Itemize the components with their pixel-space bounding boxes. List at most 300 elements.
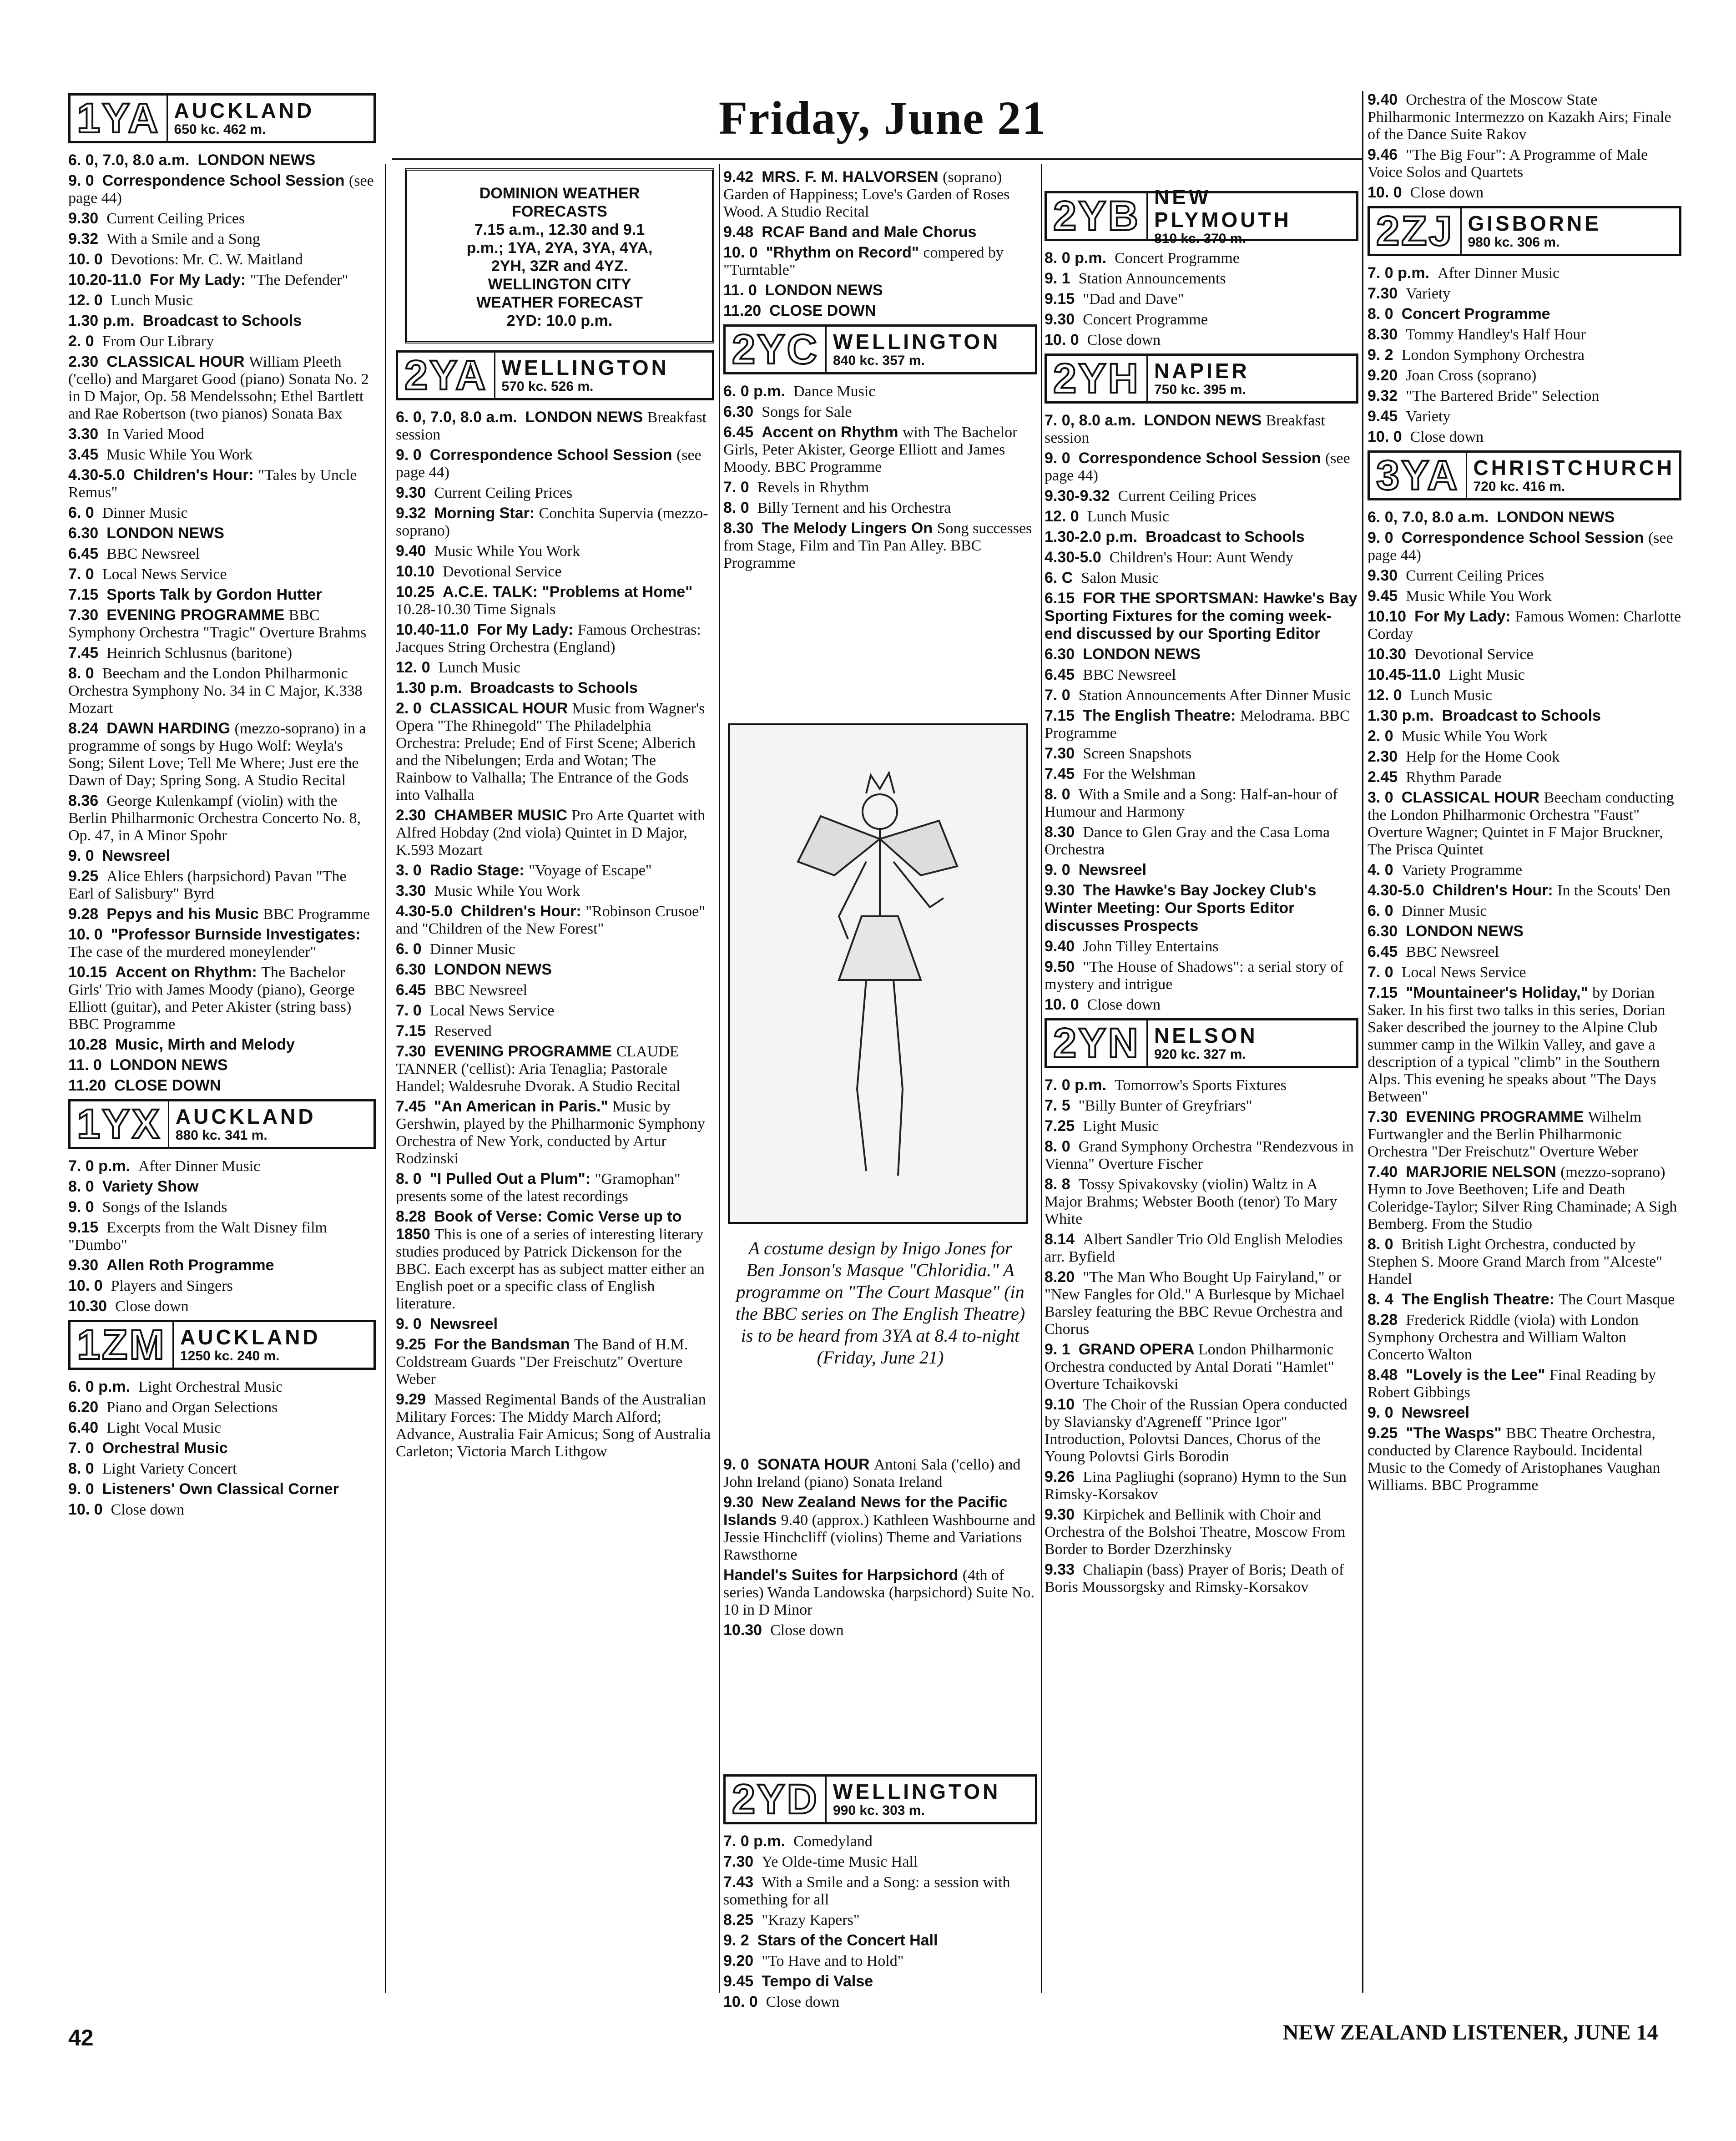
entry-time: 1.30-2.0 p.m. bbox=[1045, 528, 1138, 545]
entry-time: 8.28 bbox=[1368, 1311, 1398, 1328]
programme-entry bbox=[1368, 1311, 1681, 1363]
programme-entry bbox=[723, 1456, 1037, 1491]
station-header bbox=[68, 1099, 376, 1149]
programme-entry bbox=[1368, 1108, 1681, 1161]
programme-entry bbox=[396, 1022, 714, 1040]
station-2zj bbox=[1368, 91, 1681, 446]
programme-entry bbox=[68, 172, 376, 207]
station-city: NEW PLYMOUTH bbox=[1154, 185, 1292, 232]
entry-time: 6. 0 bbox=[68, 504, 94, 521]
entry-description: (see page 44) bbox=[396, 447, 701, 481]
entry-description: Ye Olde-time Music Hall bbox=[762, 1853, 918, 1870]
programme-entry bbox=[68, 1077, 376, 1095]
weather-line: FORECASTS bbox=[512, 203, 607, 220]
programme-entry bbox=[68, 251, 376, 268]
entry-description: Chaliapin (bass) Prayer of Boris; Death of Boris Moussorgsky and Rimsky-Korsakov bbox=[1045, 1561, 1344, 1596]
programme-entry bbox=[1045, 1231, 1358, 1266]
entry-description: Comedyland bbox=[793, 1833, 873, 1850]
entry-description: Station Announcements After Dinner Music bbox=[1078, 687, 1351, 704]
station-2ya bbox=[396, 350, 714, 1460]
entry-title: EVENING PROGRAMME bbox=[434, 1043, 616, 1060]
column-5 bbox=[1368, 91, 1681, 1497]
entry-time: 9.45 bbox=[1368, 408, 1398, 425]
entry-description: With a Smile and a Song bbox=[106, 231, 260, 247]
entry-description: (see page 44) bbox=[1368, 530, 1673, 564]
programme-entry bbox=[1045, 487, 1358, 505]
station-info bbox=[1146, 1020, 1356, 1066]
entry-title: "The Wasps" bbox=[1406, 1424, 1506, 1442]
station-1zm bbox=[68, 1320, 376, 1519]
entry-description: Salon Music bbox=[1081, 570, 1159, 586]
entry-title: DAWN HARDING bbox=[106, 720, 235, 737]
entry-description: "Dad and Dave" bbox=[1083, 291, 1184, 308]
entry-time: 8.20 bbox=[1045, 1268, 1075, 1286]
entry-title: CLASSICAL HOUR bbox=[1401, 789, 1544, 806]
programme-entry bbox=[723, 1911, 1037, 1929]
programme-entry bbox=[68, 1419, 376, 1437]
entry-time: 9.48 bbox=[723, 223, 754, 241]
entry-description: Current Ceiling Prices bbox=[1406, 567, 1544, 584]
entry-time: 8. 0 bbox=[68, 665, 94, 682]
entry-description: Alice Ehlers (harpsichord) Pavan "The Earl of Salisbury" Byrd bbox=[68, 868, 347, 902]
entry-description: "The Bartered Bride" Selection bbox=[1406, 388, 1600, 404]
entry-description: Current Ceiling Prices bbox=[106, 210, 245, 227]
programme-entry bbox=[68, 230, 376, 248]
entry-description: From Our Library bbox=[102, 333, 214, 350]
entry-description: Dinner Music bbox=[1401, 903, 1487, 919]
entry-time: 9. 0 bbox=[68, 1198, 94, 1216]
station-city: AUCKLAND bbox=[180, 1325, 321, 1349]
entry-description: Lunch Music bbox=[111, 292, 193, 309]
entry-description: Tossy Spivakovsky (violin) Waltz in A Major Brahms; Webster Booth (tenor) To Mary White bbox=[1045, 1176, 1337, 1227]
entry-description: Piano and Organ Selections bbox=[106, 1399, 278, 1416]
entry-description: John Tilley Entertains bbox=[1083, 938, 1219, 955]
entry-time: 8.28 bbox=[396, 1208, 426, 1225]
entry-time: 9.30 bbox=[1368, 567, 1398, 584]
entry-description: Beecham conducting the London Philharmonic Orchestra "Faust" Overture Wagner; Quintet in F Major Bruckner, The Prisca Quintet bbox=[1368, 789, 1674, 858]
entry-description: Music by Gershwin, played by the Philharmonic Symphony Orchestra of New York, conducted by Artur Rodzinski bbox=[396, 1098, 705, 1167]
entry-time: 9.30 bbox=[723, 1494, 754, 1511]
programme-entry bbox=[1045, 666, 1358, 684]
entry-description: "Gramophan" presents some of the latest recordings bbox=[396, 1171, 681, 1205]
entry-title: CLASSICAL HOUR bbox=[429, 700, 572, 717]
programme-entry bbox=[68, 644, 376, 662]
entry-title: LONDON NEWS bbox=[1083, 646, 1201, 663]
entry-time: 10. 0 bbox=[1368, 184, 1402, 201]
entry-description: Excerpts from the Walt Disney film "Dumbo" bbox=[68, 1219, 327, 1253]
entry-time: 6. C bbox=[1045, 569, 1073, 586]
programme-entry bbox=[1368, 666, 1681, 684]
programme-entry bbox=[1368, 346, 1681, 364]
entry-time: 9. 0 bbox=[396, 1315, 422, 1333]
entry-time: 7. 0 p.m. bbox=[1045, 1076, 1107, 1094]
entry-description: with The Bachelor Girls, Peter Akister, George Elliott and James Moody. BBC Programme bbox=[723, 424, 1018, 475]
entry-time: 10.40-11.0 bbox=[396, 621, 469, 638]
station-header bbox=[1368, 206, 1681, 256]
programme-entry bbox=[68, 1056, 376, 1074]
programme-entry bbox=[396, 700, 714, 804]
entry-time: 7. 0 p.m. bbox=[1368, 264, 1430, 282]
programme-entry bbox=[1045, 1341, 1358, 1393]
programme-entry bbox=[723, 223, 1037, 241]
entry-time: 10.25 bbox=[396, 583, 435, 601]
entry-time: 10.15 bbox=[68, 964, 107, 981]
entry-time: 11.20 bbox=[68, 1077, 106, 1094]
programme-entry bbox=[723, 1494, 1037, 1564]
programme-entry bbox=[1368, 1404, 1681, 1422]
entry-time: 8. 0 p.m. bbox=[1045, 249, 1107, 267]
entry-title: Correspondence School Session bbox=[1401, 529, 1648, 546]
entry-time: 6. 0, 7.0, 8.0 a.m. bbox=[68, 151, 190, 169]
station-2yc-late bbox=[723, 1456, 1037, 1642]
entry-description: BBC Newsreel bbox=[1406, 944, 1499, 960]
entry-description: Concert Programme bbox=[1115, 250, 1240, 267]
programme-entry bbox=[68, 151, 376, 169]
programme-entry bbox=[396, 583, 714, 618]
entry-time: 7.25 bbox=[1045, 1117, 1075, 1135]
station-call-sign: 3YA bbox=[1376, 452, 1459, 499]
station-city: GISBORNE bbox=[1468, 212, 1601, 235]
programme-entry bbox=[1045, 707, 1358, 742]
programme-entry bbox=[723, 479, 1037, 496]
entry-time: 9.40 bbox=[396, 542, 426, 560]
entry-time: 7.30 bbox=[723, 1853, 754, 1870]
programme-entry bbox=[1368, 91, 1681, 143]
entry-time: 10. 0 bbox=[68, 1501, 103, 1518]
entry-description: Close down bbox=[766, 1994, 840, 2010]
entry-time: 6. 0 p.m. bbox=[68, 1378, 131, 1395]
station-info bbox=[168, 1101, 373, 1147]
entry-time: 7. 0 bbox=[723, 479, 749, 496]
station-header bbox=[1045, 353, 1358, 404]
station-header bbox=[1045, 185, 1358, 246]
entry-title: Newsreel bbox=[429, 1315, 498, 1333]
station-info bbox=[494, 353, 712, 398]
entry-description: Local News Service bbox=[429, 1002, 555, 1019]
programme-entry bbox=[723, 1853, 1037, 1871]
programme-entry bbox=[396, 940, 714, 958]
entry-time: 7.30 bbox=[1368, 285, 1398, 302]
page-number: 42 bbox=[68, 2025, 94, 2050]
entry-description: Lina Pagliughi (soprano) Hymn to the Sun Rimsky-Korsakov bbox=[1045, 1469, 1347, 1503]
entry-time: 7.15 bbox=[68, 586, 99, 603]
programme-entry bbox=[396, 1208, 714, 1313]
entry-time: 11.20 bbox=[723, 302, 762, 319]
programme-entry bbox=[1045, 1117, 1358, 1135]
programme-entry bbox=[396, 484, 714, 502]
entry-description: Light Vocal Music bbox=[106, 1419, 222, 1436]
entry-time: 9. 0 bbox=[723, 1456, 749, 1473]
entry-description: London Philharmonic Orchestra conducted by Antal Dorati "Hamlet" Overture Tchaikovski bbox=[1045, 1341, 1334, 1393]
entry-time: 9. 0 bbox=[1045, 449, 1070, 467]
entry-time: 10. 0 bbox=[1045, 331, 1079, 348]
entry-time: 8.30 bbox=[1368, 326, 1398, 343]
entry-time: 9.20 bbox=[723, 1952, 754, 1969]
programme-entry bbox=[1368, 567, 1681, 585]
entry-time: 7. 0 p.m. bbox=[68, 1157, 131, 1175]
entry-description: The case of the murdered moneylender" bbox=[68, 944, 317, 960]
entry-title: RCAF Band and Male Chorus bbox=[762, 223, 977, 241]
entry-title: Music, Mirth and Melody bbox=[115, 1036, 295, 1053]
programme-entry bbox=[723, 403, 1037, 421]
entry-title: Correspondence School Session bbox=[429, 446, 676, 464]
programme-entry bbox=[68, 1157, 376, 1175]
entry-description: William Pleeth ('cello) and Margaret Good (piano) Sonata No. 2 in D Major, Op. 58 Mendelssohn; Ethel Bartlett and Rae Robertson (two pianos) Sonata Bax bbox=[68, 353, 369, 422]
programme-entry bbox=[1045, 449, 1358, 485]
entry-time: 8.25 bbox=[723, 1911, 754, 1929]
entry-description: "Robinson Crusoe" and "Children of the New Forest" bbox=[396, 903, 706, 937]
programme-entry bbox=[1368, 428, 1681, 446]
programme-entry bbox=[1045, 861, 1358, 879]
programme-entry bbox=[1045, 786, 1358, 821]
programme-entry bbox=[1045, 996, 1358, 1014]
entry-time: 6. 0, 7.0, 8.0 a.m. bbox=[396, 409, 517, 426]
programme-entry bbox=[1368, 861, 1681, 879]
entry-time: 7. 0 bbox=[1368, 964, 1393, 981]
entry-description: Station Announcements bbox=[1078, 270, 1226, 287]
entry-time: 7.43 bbox=[723, 1873, 754, 1891]
entry-description: Famous Orchestras: Jacques String Orchestra (England) bbox=[396, 621, 701, 656]
column-divider bbox=[1362, 91, 1363, 1993]
entry-title: Book of Verse: Comic Verse up to 1850 bbox=[396, 1208, 682, 1243]
programme-entry bbox=[396, 1315, 714, 1333]
station-city: WELLINGTON bbox=[833, 330, 1001, 353]
entry-description: Albert Sandler Trio Old English Melodies arr. Byfield bbox=[1045, 1231, 1343, 1265]
entry-time: 7.30 bbox=[1045, 745, 1075, 762]
programme-entry bbox=[68, 446, 376, 464]
weather-line: 7.15 a.m., 12.30 and 9.1 bbox=[474, 221, 645, 238]
programme-entry bbox=[1368, 1236, 1681, 1288]
entry-description: "Krazy Kapers" bbox=[762, 1912, 860, 1929]
entry-time: 9.40 bbox=[1045, 938, 1075, 955]
entry-description: "Billy Bunter of Greyfriars" bbox=[1078, 1097, 1252, 1114]
entry-title: Correspondence School Session bbox=[1078, 449, 1325, 467]
entry-title: LONDON NEWS bbox=[197, 151, 316, 169]
entry-time: 9.30 bbox=[1045, 1506, 1075, 1523]
entry-title: Listeners' Own Classical Corner bbox=[102, 1480, 339, 1498]
entry-title: "I Pulled Out a Plum": bbox=[429, 1170, 595, 1187]
entry-time: 10. 0 bbox=[723, 244, 758, 261]
entry-description: "To Have and to Hold" bbox=[762, 1953, 904, 1969]
station-header bbox=[396, 350, 714, 400]
entry-description: Close down bbox=[1410, 184, 1484, 201]
entry-description: Songs for Sale bbox=[762, 404, 852, 420]
entry-description: (mezzo-soprano) in a programme of songs by Hugo Wolf: Weyla's Song; Silent Love; Tell Me Where; Just ere the Dawn of Day; Spring Song. A Studio Recital bbox=[68, 720, 366, 789]
entry-description: With a Smile and a Song: Half-an-hour of Humour and Harmony bbox=[1045, 786, 1338, 820]
entry-title: Newsreel bbox=[1078, 861, 1147, 879]
station-frequency: 750 kc. 395 m. bbox=[1154, 382, 1246, 397]
programme-entry bbox=[723, 499, 1037, 517]
programme-entry bbox=[68, 312, 376, 330]
entry-title: Broadcast to Schools bbox=[142, 312, 302, 329]
station-frequency: 990 kc. 303 m. bbox=[833, 1803, 925, 1818]
entry-description: "The Defender" bbox=[250, 272, 348, 288]
entry-time: 7.15 bbox=[396, 1022, 426, 1040]
programme-entry bbox=[1045, 687, 1358, 704]
programme-entry bbox=[1368, 1366, 1681, 1401]
station-info bbox=[1466, 453, 1679, 498]
entry-time: 7.45 bbox=[68, 644, 99, 661]
station-frequency: 570 kc. 526 m. bbox=[501, 379, 594, 394]
entry-time: 10. 0 bbox=[723, 1993, 758, 2010]
entry-time: 7. 0, 8.0 a.m. bbox=[1045, 412, 1136, 429]
programme-entry bbox=[1045, 569, 1358, 587]
entry-title: "Lovely is the Lee" bbox=[1406, 1366, 1549, 1384]
entry-title: The Melody Lingers On bbox=[762, 520, 937, 537]
entry-time: 6.30 bbox=[396, 961, 426, 978]
station-city: WELLINGTON bbox=[501, 356, 669, 379]
programme-entry bbox=[396, 446, 714, 481]
entry-title: "Mountaineer's Holiday," bbox=[1406, 984, 1593, 1001]
entry-time: 6.45 bbox=[1045, 666, 1075, 683]
station-frequency: 840 kc. 357 m. bbox=[833, 353, 925, 368]
entry-time: 12. 0 bbox=[1045, 508, 1079, 525]
entry-description: Famous Women: Charlotte Corday bbox=[1368, 608, 1681, 642]
programme-entry bbox=[1045, 745, 1358, 762]
programme-entry bbox=[396, 981, 714, 999]
programme-entry bbox=[1045, 1076, 1358, 1094]
station-header bbox=[723, 1774, 1037, 1824]
programme-entry bbox=[1045, 1468, 1358, 1503]
entry-time: 8. 0 bbox=[1045, 786, 1070, 803]
column-3-bottom bbox=[723, 1770, 1037, 2014]
programme-entry bbox=[68, 525, 376, 542]
entry-title: LONDON NEWS bbox=[434, 961, 552, 978]
entry-description: BBC Symphony Orchestra "Tragic" Overture Brahms bbox=[68, 607, 367, 641]
entry-time: 8.30 bbox=[723, 520, 754, 537]
programme-entry bbox=[1045, 1396, 1358, 1465]
programme-entry bbox=[1368, 748, 1681, 766]
programme-entry bbox=[68, 964, 376, 1033]
entry-title: MARJORIE NELSON bbox=[1406, 1163, 1561, 1181]
programme-entry bbox=[1368, 923, 1681, 940]
programme-entry bbox=[1368, 408, 1681, 425]
entry-time: 6. 0 p.m. bbox=[723, 383, 786, 400]
entry-description: BBC Newsreel bbox=[1083, 667, 1176, 683]
entry-title: LONDON NEWS bbox=[110, 1056, 228, 1074]
entry-time: 2. 0 bbox=[396, 700, 422, 717]
entry-description: Music While You Work bbox=[434, 883, 580, 899]
programme-entry bbox=[68, 720, 376, 789]
entry-description: Songs of the Islands bbox=[102, 1199, 227, 1216]
entry-description: Frederick Riddle (viola) with London Symphony Orchestra and William Walton Concerto Walton bbox=[1368, 1312, 1639, 1363]
programme-entry bbox=[396, 882, 714, 900]
entry-title: FOR THE SPORTSMAN: Hawke's Bay Sporting Fixtures for the coming week-end discussed by our Sporting Editor bbox=[1045, 590, 1358, 642]
programme-entry bbox=[1045, 1138, 1358, 1173]
entry-time: 12. 0 bbox=[1368, 687, 1402, 704]
programme-entry bbox=[68, 926, 376, 961]
entry-description: Revels in Rhythm bbox=[757, 479, 869, 496]
entry-time: 9.30 bbox=[396, 484, 426, 501]
entry-time: 9.15 bbox=[68, 1219, 99, 1236]
programme-entry bbox=[1368, 587, 1681, 605]
programme-entry bbox=[1368, 264, 1681, 282]
entry-description: Song successes from Stage, Film and Tin Pan Alley. BBC Programme bbox=[723, 520, 1032, 571]
entry-time: 9.20 bbox=[1368, 367, 1398, 384]
programme-entry bbox=[396, 1098, 714, 1167]
entry-description: The Court Masque bbox=[1559, 1291, 1675, 1308]
programme-entry bbox=[1045, 528, 1358, 546]
entry-time: 9. 0 bbox=[68, 1480, 94, 1498]
entry-time: 8. 0 bbox=[68, 1460, 94, 1477]
programme-entry bbox=[68, 353, 376, 423]
entry-description: Music While You Work bbox=[1401, 728, 1548, 745]
programme-entry bbox=[68, 1298, 376, 1315]
entry-title: Accent on Rhythm bbox=[762, 424, 903, 441]
entry-description: Children's Hour: Aunt Wendy bbox=[1109, 549, 1293, 566]
entry-title: MRS. F. M. HALVORSEN bbox=[762, 168, 943, 186]
entry-description: 10.28-10.30 Time Signals bbox=[396, 601, 556, 618]
entry-description: Kirpichek and Bellinik with Choir and Orchestra of the Bolshoi Theatre, Moscow From Border to Border Dzerzhinsky bbox=[1045, 1506, 1346, 1558]
programme-entry bbox=[1045, 882, 1358, 935]
entry-time: 2.30 bbox=[396, 807, 426, 824]
programme-entry bbox=[396, 409, 714, 444]
station-info bbox=[1146, 356, 1356, 401]
entry-title: Children's Hour: bbox=[1432, 882, 1558, 899]
entry-title: LONDON NEWS bbox=[1144, 412, 1266, 429]
entry-time: 10. 0 bbox=[68, 251, 103, 268]
entry-description: Close down bbox=[111, 1501, 185, 1518]
entry-description: Players and Singers bbox=[111, 1278, 233, 1294]
programme-entry bbox=[396, 903, 714, 938]
entry-time: 9. 0 bbox=[1368, 1404, 1393, 1421]
entry-time: 6.45 bbox=[396, 981, 426, 999]
entry-description: Devotional Service bbox=[1414, 646, 1534, 663]
entry-time: 9.32 bbox=[396, 505, 426, 522]
entry-time: 7. 0 bbox=[68, 1439, 94, 1457]
entry-description: Dance Music bbox=[793, 383, 876, 400]
entry-time: 9.30-9.32 bbox=[1045, 487, 1110, 505]
entry-time: 10.10 bbox=[1368, 608, 1407, 625]
programme-entry bbox=[1368, 509, 1681, 526]
programme-entry bbox=[723, 383, 1037, 400]
station-city: CHRISTCHURCH bbox=[1473, 456, 1675, 480]
entry-time: 9.46 bbox=[1368, 146, 1398, 163]
programme-entry bbox=[68, 333, 376, 350]
entry-time: 2.45 bbox=[1368, 768, 1398, 786]
entry-description: Music While You Work bbox=[1406, 588, 1552, 605]
entry-description: The Choir of the Russian Opera conducted by Slaviansky d'Agreneff "Prince Igor" Introduction, Polovtsi Dances, Chorus of the Young Polovtsi Girls Borodin bbox=[1045, 1396, 1347, 1465]
entry-time: 9.10 bbox=[1045, 1396, 1075, 1413]
programme-entry bbox=[1045, 290, 1358, 308]
entry-time: 7.40 bbox=[1368, 1163, 1398, 1181]
entry-time: 10.10 bbox=[396, 563, 435, 580]
station-info bbox=[825, 1777, 1035, 1822]
entry-title: EVENING PROGRAMME bbox=[106, 606, 289, 624]
entry-description: Breakfast session bbox=[396, 409, 707, 443]
programme-entry bbox=[68, 1480, 376, 1498]
entry-title: A.C.E. TALK: "Problems at Home" bbox=[443, 583, 693, 601]
entry-description: "The House of Shadows": a serial story of mystery and intrigue bbox=[1045, 959, 1343, 993]
entry-time: 4. 0 bbox=[1368, 861, 1393, 879]
entry-time: 10. 0 bbox=[68, 1277, 103, 1294]
entry-description: compered by "Turntable" bbox=[723, 244, 1004, 278]
programme-entry bbox=[68, 1277, 376, 1295]
entry-description: Current Ceiling Prices bbox=[1118, 488, 1257, 505]
entry-description: In Varied Mood bbox=[106, 426, 204, 443]
station-call-sign: 2YH bbox=[1053, 355, 1140, 402]
entry-time: 6.40 bbox=[68, 1419, 99, 1436]
station-city: AUCKLAND bbox=[174, 99, 315, 122]
programme-entry bbox=[1045, 508, 1358, 525]
entry-title: For My Lady: bbox=[149, 271, 250, 288]
entry-description: Joan Cross (soprano) bbox=[1406, 367, 1537, 384]
entry-time: 9.29 bbox=[396, 1391, 426, 1408]
programme-entry bbox=[68, 545, 376, 563]
entry-description: Pro Arte Quartet with Alfred Hobday (2nd viola) Quintet in D Major, K.593 Mozart bbox=[396, 807, 706, 858]
entry-description: Dance to Glen Gray and the Casa Loma Orchestra bbox=[1045, 824, 1330, 858]
programme-entry bbox=[1368, 707, 1681, 725]
